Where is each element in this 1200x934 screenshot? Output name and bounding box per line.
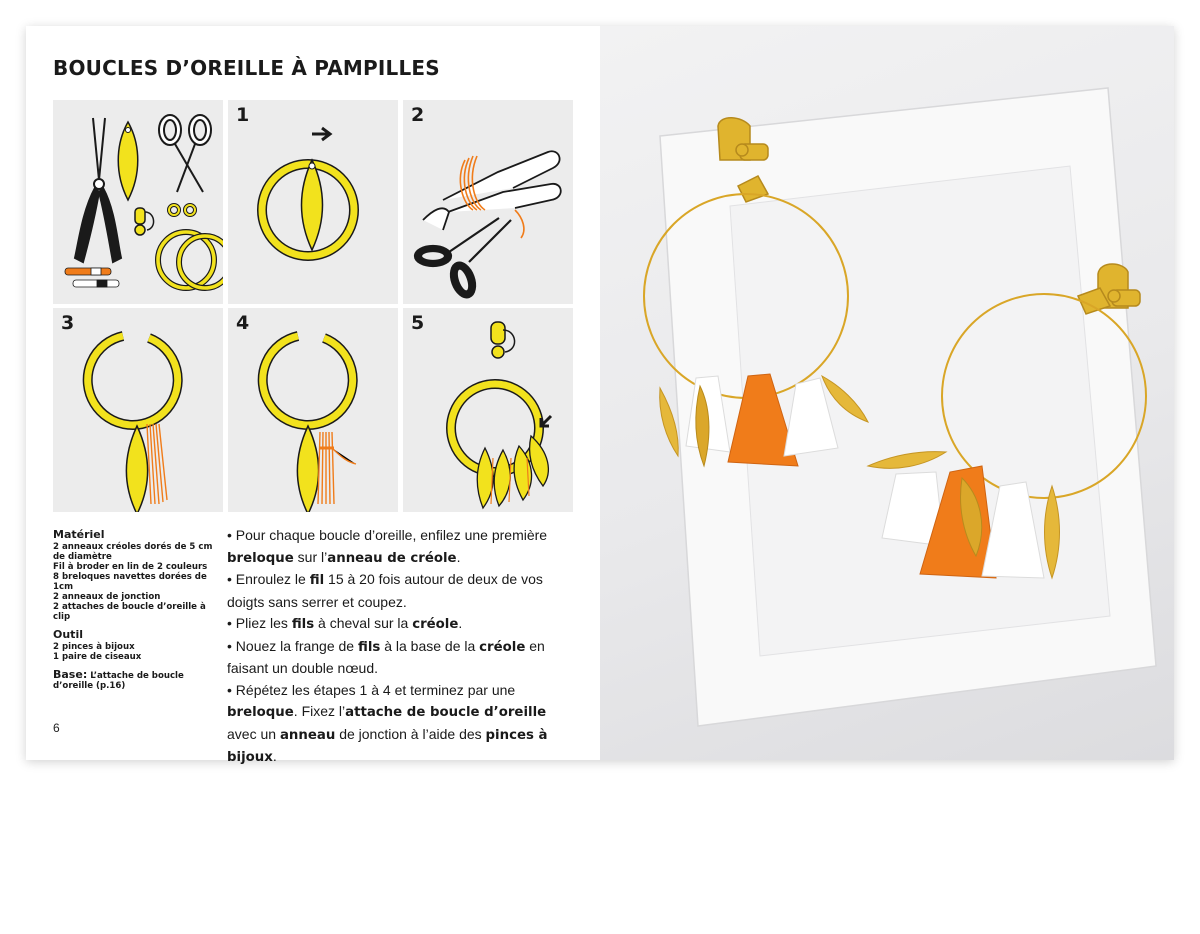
instruction-keyword: attache de boucle d’oreille [345, 705, 547, 720]
step-panel-1 [228, 100, 398, 304]
instruction-text: à cheval sur la [314, 615, 413, 631]
instruction-text: • Nouez la frange de [227, 637, 358, 654]
instruction-keyword: anneau de créole [327, 550, 457, 566]
tools-item: 1 paire de ciseaux [53, 652, 142, 662]
instruction-text: . Fixez l’ [293, 703, 346, 719]
materials-item: Fil à broder en lin de 2 couleurs [53, 562, 208, 572]
step-1-illustration [228, 100, 398, 304]
instruction-keyword: anneau [279, 727, 336, 743]
materials-item: 2 anneaux créoles dorés de 5 cm de diamètre [53, 542, 213, 562]
instruction-text: • Enroulez le [227, 571, 310, 587]
thread-fringe [147, 424, 167, 504]
step-panel-2 [403, 100, 573, 304]
instruction-step [227, 569, 579, 613]
step-5-illustration [403, 308, 573, 512]
instruction-keyword: fil [309, 573, 325, 588]
materials-item: 2 anneaux de jonction [53, 592, 161, 602]
arrow-right-icon [312, 128, 330, 140]
materials-item: 2 attaches de boucle d’oreille à clip [53, 602, 206, 622]
page-number: 6 [53, 721, 60, 735]
instruction-text: à la base de la [380, 637, 480, 654]
instruction-text: sur l’ [293, 548, 328, 565]
product-photo [600, 26, 1174, 760]
charm-leaf-icon [302, 160, 323, 250]
book-spread [26, 26, 1174, 765]
materials-heading: Matériel [53, 528, 105, 541]
materials-illustration [53, 100, 223, 304]
instruction-text: avec un [227, 725, 280, 742]
materials-item: 8 breloques navettes dorées de 1cm [53, 572, 207, 592]
instruction-text: • Pliez les [227, 615, 292, 631]
instruction-step [227, 680, 579, 769]
instruction-step [227, 613, 579, 636]
base-note [53, 670, 218, 691]
step-2-illustration [403, 100, 573, 304]
step-panel-3 [53, 308, 223, 512]
tools-item: 2 pinces à bijoux [53, 642, 135, 652]
pliers-icon [75, 118, 121, 262]
instruction-text: • Répétez les étapes 1 à 4 et terminez par une [227, 681, 516, 698]
instruction-keyword: fils [291, 617, 315, 632]
step-3-illustration [53, 308, 223, 512]
instructions-text [227, 525, 579, 769]
scissors-icon [159, 115, 211, 192]
materials-section [53, 528, 218, 691]
page-title: BOUCLES D’OREILLE À PAMPILLES [53, 56, 440, 80]
instruction-step [227, 636, 579, 680]
charm-leaf-icon [118, 122, 138, 200]
instruction-text: . [458, 615, 463, 631]
instruction-keyword: créole [412, 617, 459, 632]
instruction-keyword: fils [357, 639, 381, 655]
step-number: 2 [411, 104, 425, 126]
step-number: 3 [61, 312, 75, 334]
step-4-illustration [228, 308, 398, 512]
white-board [660, 88, 1156, 726]
step-number: 1 [236, 104, 250, 126]
hand-icon [423, 151, 561, 230]
thread-tassel [318, 432, 356, 504]
step-number: 5 [411, 312, 425, 334]
hoops-icon [158, 232, 223, 288]
instruction-step [227, 525, 579, 569]
earrings-photo [600, 26, 1174, 760]
instruction-text: de jonction à l’aide des [335, 725, 486, 742]
base-label: Base: [53, 668, 88, 681]
instruction-keyword: créole [479, 639, 526, 655]
instruction-keyword: breloque [227, 550, 294, 566]
instruction-text: . [272, 748, 277, 764]
base-text: L’attache de boucle d’oreille (p.16) [53, 671, 184, 691]
charm-leaf-icon [127, 426, 148, 512]
instruction-keyword: breloque [227, 705, 294, 720]
instruction-text: • Pour chaque boucle d’oreille, enfilez une première [227, 527, 548, 543]
step-panel-materials [53, 100, 223, 304]
instruction-text: . [456, 548, 461, 565]
charm-leaf-icon [298, 426, 319, 512]
thread-skein-icon [65, 268, 119, 287]
instruction-keyword: pinces à bijoux [227, 727, 548, 765]
instruction-text: 15 à 20 fois autour de deux de vos doigts sans serrer et coupez. [227, 571, 543, 610]
step-number: 4 [236, 312, 250, 334]
instruction-text: en faisant un double nœud. [227, 637, 545, 676]
left-page [26, 26, 600, 765]
clip-icon [135, 208, 154, 235]
step-panel-5 [403, 308, 573, 512]
step-panel-4 [228, 308, 398, 512]
clip-icon [491, 322, 515, 358]
tools-heading: Outil [53, 628, 83, 641]
scissors-icon [415, 218, 511, 301]
